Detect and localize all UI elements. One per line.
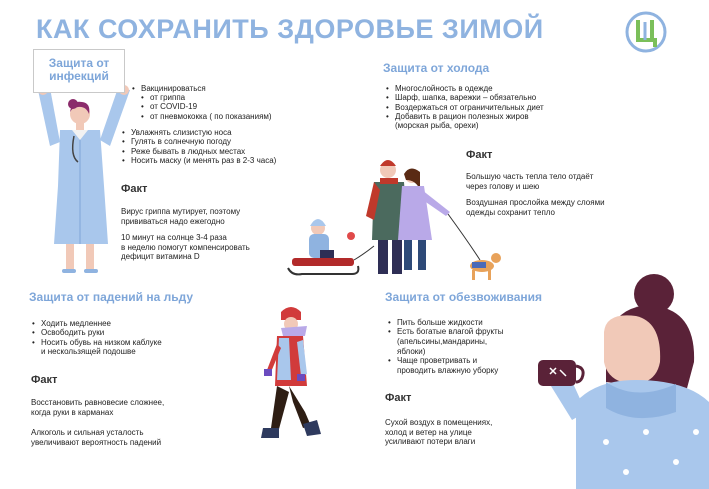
dehydration-fact	[385, 418, 555, 447]
cold-item4-line2: (морская рыба, орехи)	[395, 121, 479, 130]
fact-line: когда руки в карманах	[31, 407, 114, 417]
fact-line: Воздушная прослойка между слоями	[466, 198, 605, 207]
infections-sign	[33, 49, 125, 93]
list-item: • Есть богатые влагой фрукты	[387, 327, 567, 336]
list-item: • от гриппа	[131, 93, 331, 102]
fact-line: одежды сохранит тепло	[466, 207, 555, 217]
walker-illustration	[255, 302, 335, 447]
list-item: • Пить больше жидкости	[387, 318, 567, 327]
list-item: • Освободить руки	[31, 328, 231, 337]
ice-fact-label: Факт	[31, 374, 58, 386]
infections-heading-line2: инфекций	[49, 69, 109, 83]
ice-item3-line2: и нескользящей подошве	[41, 347, 136, 356]
logo-icon	[624, 10, 668, 54]
ice-fact-2	[31, 428, 241, 447]
list-line: яблоки)	[397, 346, 426, 356]
woman-with-cup-illustration	[536, 272, 709, 489]
fact-line: холод и ветер на улице	[385, 427, 472, 437]
fact-line: дефицит витамина D	[121, 252, 200, 262]
list-item: • Увлажнять слизистую носа	[121, 128, 331, 137]
fact-line: увеличивают вероятность падений	[31, 437, 162, 447]
family-walk-illustration	[282, 150, 507, 282]
list-item: • Многослойность в одежде	[385, 84, 625, 93]
vaccinate-list	[131, 84, 331, 93]
list-item: • Вакцинироваться	[131, 84, 331, 93]
list-item: • от COVID-19	[131, 102, 331, 111]
fact-line: 10 минут на солнце 3-4 раза	[121, 233, 227, 242]
dehydration-item2-cont	[397, 337, 487, 356]
fact-line: Алкоголь и сильная усталость	[31, 428, 144, 437]
infections-fact-label: Факт	[121, 183, 148, 195]
page-title: КАК СОХРАНИТЬ ЗДОРОВЬЕ ЗИМОЙ	[36, 14, 544, 44]
ice-heading: Защита от падений на льду	[29, 290, 194, 304]
ice-fact-1	[31, 398, 241, 417]
ice-list	[31, 319, 231, 347]
dehydration-heading: Защита от обезвоживания	[385, 290, 542, 304]
vaccine-list	[131, 93, 331, 121]
dehydration-fact-label: Факт	[385, 392, 412, 404]
fact-line: через голову и шею	[466, 181, 540, 191]
fact-line: прививаться надо ежегодно	[121, 216, 225, 226]
list-line: (апельсины,мандарины,	[397, 337, 488, 346]
list-item: • Добавить в рацион полезных жиров	[385, 112, 625, 121]
fact-line: Сухой воздух в помещениях,	[385, 418, 493, 427]
list-item: • Гулять в солнечную погоду	[121, 137, 331, 146]
list-item: • Реже бывать в людных местах	[121, 147, 331, 156]
list-item: • от пневмококка ( по показаниям)	[131, 112, 331, 121]
fact-line: Восстановить равновесие сложнее,	[31, 398, 165, 407]
infections-heading-line1: Защита от	[48, 56, 110, 70]
list-item: • Чаще проветривать и	[387, 356, 567, 365]
fact-line: в неделю помогут компенсировать	[121, 242, 250, 252]
cold-list	[385, 84, 625, 122]
list-item: • Ходить медленнее	[31, 319, 231, 328]
cold-heading: Защита от холода	[383, 61, 490, 75]
fact-line: Вирус гриппа мутирует, поэтому	[121, 207, 241, 216]
fact-line: Большую часть тепла тело отдаёт	[466, 172, 594, 181]
dehydration-item3-line2: проводить влажную уборку	[397, 366, 499, 375]
list-item: • Носить маску (и менять раз в 2-3 часа)	[121, 156, 331, 165]
fact-line: усиливают потери влаги	[385, 437, 476, 447]
list-item: • Воздержаться от ограничительных диет	[385, 103, 625, 112]
list-item: • Шарф, шапка, варежки – обязательно	[385, 93, 625, 102]
cold-fact-label: Факт	[466, 149, 493, 161]
list-item: • Носить обувь на низком каблуке	[31, 338, 231, 347]
